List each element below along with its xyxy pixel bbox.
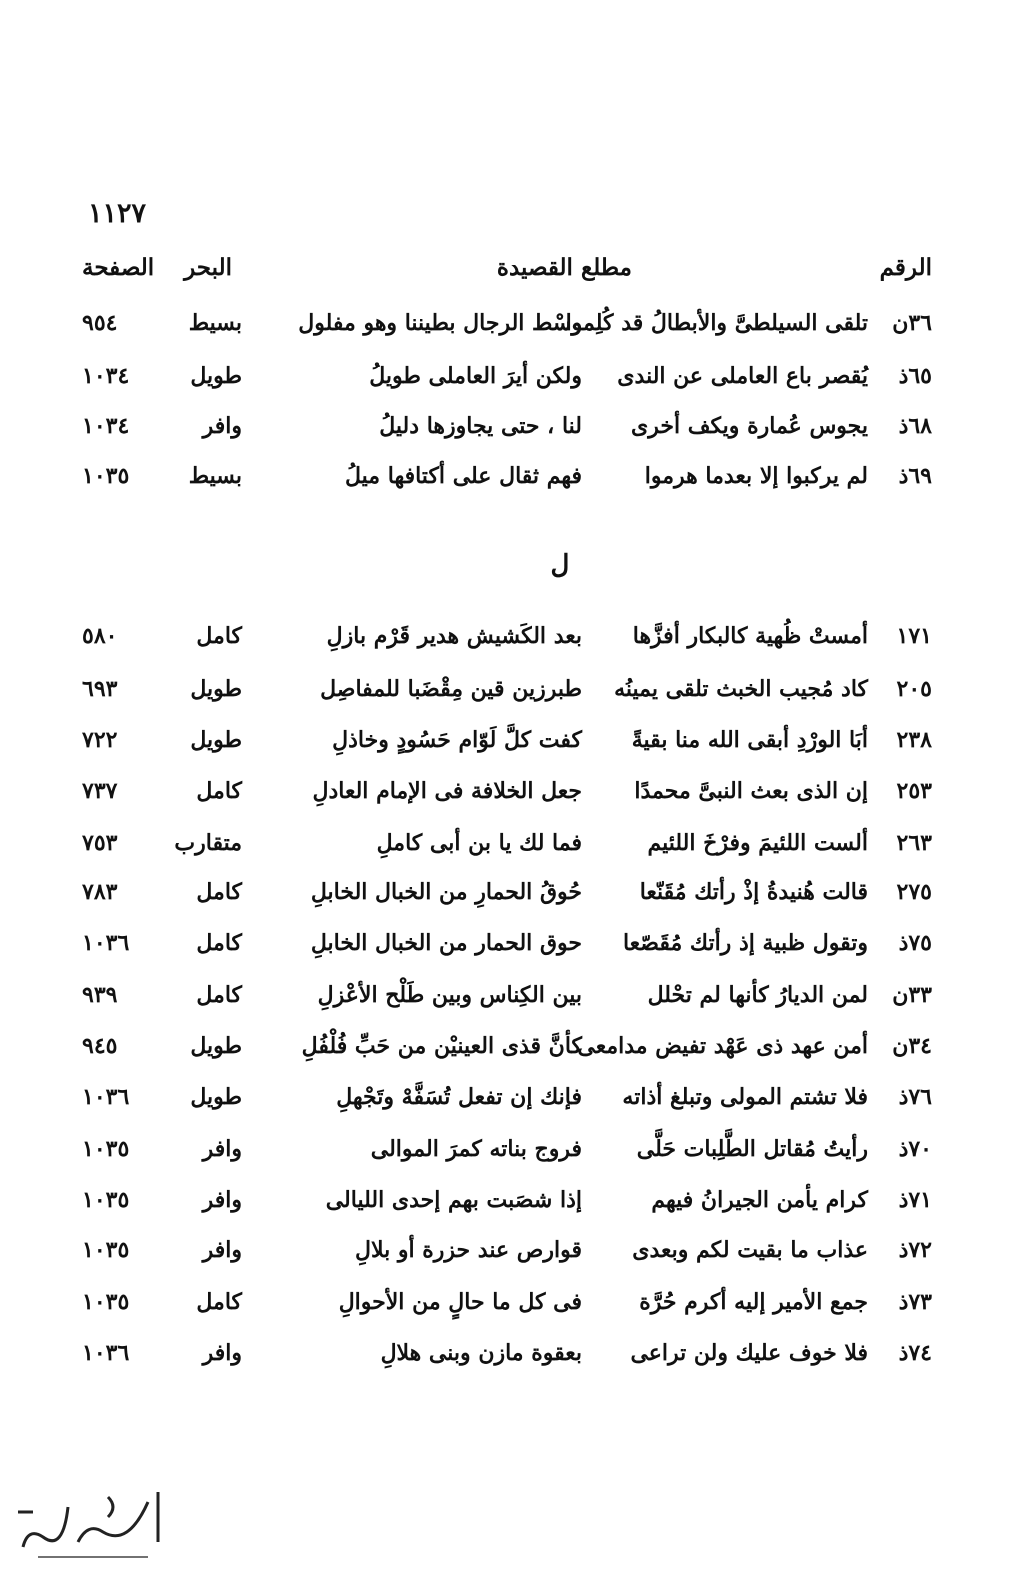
- entry-number: ٢٠٥: [896, 676, 932, 702]
- first-hemistich: أمستْ ظُهية كالبكار أفزَّها: [632, 623, 868, 649]
- table-row: [82, 1136, 932, 1176]
- meter: بسيط: [188, 463, 242, 489]
- entry-number: ٢٦٣: [896, 830, 932, 856]
- first-hemistich: إن الذى بعث النبىَّ محمدًا: [634, 778, 868, 804]
- second-hemistich: فى كل ما حالٍ من الأحوالِ: [338, 1289, 582, 1315]
- first-hemistich: قالت هُنيدةُ إذْ رأتك مُقَنّعا: [639, 879, 868, 905]
- table-row: [82, 1084, 932, 1124]
- meter: كامل: [196, 879, 242, 905]
- meter: متقارب: [174, 830, 242, 856]
- second-hemistich: كفت كلَّ لَوّام حَسُودٍ وخاذلِ: [332, 727, 582, 753]
- table-row: [82, 623, 932, 663]
- first-hemistich: جمع الأمير إليه أكرم حُرَّة: [639, 1289, 868, 1315]
- second-hemistich: فروج بناته كمرَ الموالى: [370, 1136, 582, 1162]
- second-hemistich: إذا شصَبت بهم إحدى الليالى: [325, 1187, 582, 1213]
- entry-number: ٧١ذ: [898, 1187, 932, 1213]
- meter: وافر: [202, 1340, 242, 1366]
- page-ref: ١٠٣٥: [82, 463, 130, 489]
- first-hemistich: أمن عهد ذى عَهْد تفيض مدامعى: [577, 1033, 868, 1059]
- page-ref: ١٠٣٥: [82, 1237, 130, 1263]
- page-ref: ٧٥٣: [82, 830, 118, 856]
- page-ref: ١٠٣٤: [82, 413, 130, 439]
- second-hemistich: قوارص عند حزرة أو بلالِ: [354, 1237, 582, 1263]
- page-ref: ٩٤٥: [82, 1033, 118, 1059]
- meter: طويل: [190, 727, 242, 753]
- section-letter: ل: [550, 550, 570, 580]
- entry-number: ٢٥٣: [896, 778, 932, 804]
- page-ref: ١٠٣٦: [82, 930, 130, 956]
- entry-number: ٧٢ذ: [898, 1237, 932, 1263]
- second-hemistich: بعد الكَشيش هدير قَرْم بازلِ: [326, 623, 582, 649]
- table-row: [82, 1237, 932, 1277]
- meter: وافر: [202, 1237, 242, 1263]
- page-ref: ١٠٣٦: [82, 1340, 130, 1366]
- entry-number: ٦٥ذ: [898, 363, 932, 389]
- page-ref: ١٠٣٤: [82, 363, 130, 389]
- first-hemistich: لمن الديارُ كأنها لم تحْلل: [647, 982, 868, 1008]
- first-hemistich: فلا تشتم المولى وتبلغ أذاته: [622, 1084, 868, 1110]
- first-hemistich: فلا خوف عليك ولن تراعى: [630, 1340, 868, 1366]
- header-page: الصفحة: [82, 254, 155, 281]
- table-row: [82, 1340, 932, 1380]
- entry-number: ٦٨ذ: [898, 413, 932, 439]
- entry-number: ١٧١: [896, 623, 932, 649]
- table-row: [82, 1289, 932, 1329]
- entry-number: ٢٧٥: [896, 879, 932, 905]
- first-hemistich: تلقى السيلطىَّ والأبطالُ قد كُلِموا: [565, 310, 868, 336]
- page-ref: ٩٥٤: [82, 310, 118, 336]
- page-ref: ٧٣٧: [82, 778, 118, 804]
- meter: كامل: [196, 1289, 242, 1315]
- second-hemistich: جعل الخلافة فى الإمام العادلِ: [312, 778, 582, 804]
- table-row: [82, 363, 932, 403]
- second-hemistich: وسْط الرجال بطيننا وهو مفلول: [298, 310, 582, 336]
- entry-number: ٧٦ذ: [898, 1084, 932, 1110]
- page-ref: ٧٨٣: [82, 879, 118, 905]
- header-number: الرقم: [879, 254, 932, 281]
- meter: كامل: [196, 623, 242, 649]
- first-hemistich: يجوس عُمارة ويكف أخرى: [631, 413, 868, 439]
- table-row: [82, 1187, 932, 1227]
- table-row: [82, 1033, 932, 1073]
- page-ref: ٥٨٠: [82, 623, 118, 649]
- second-hemistich: فهم ثقال على أكتافها ميلُ: [345, 463, 582, 489]
- second-hemistich: حوق الحمار من الخبال الخابلِ: [310, 930, 582, 956]
- table-row: [82, 982, 932, 1022]
- meter: وافر: [202, 1136, 242, 1162]
- table-row: [82, 778, 932, 818]
- table-row: [82, 930, 932, 970]
- first-hemistich: كاد مُجيب الخبث تلقى يمينُه: [614, 676, 868, 702]
- table-row: [82, 413, 932, 453]
- table-row: [82, 310, 932, 350]
- second-hemistich: بين الكِناس وبين طَلْح الأعْزلِ: [317, 982, 582, 1008]
- first-hemistich: لم يركبوا إلا بعدما هرموا: [644, 463, 868, 489]
- entry-number: ٧٠ذ: [898, 1136, 932, 1162]
- first-hemistich: كرام يأمن الجيرانُ فيهم: [651, 1187, 868, 1213]
- table-row: [82, 463, 932, 503]
- calligraphy-stamp-graphic: [8, 1472, 168, 1572]
- meter: طويل: [190, 363, 242, 389]
- meter: كامل: [196, 778, 242, 804]
- entry-number: ٧٥ذ: [898, 930, 932, 956]
- library-stamp-logo: [8, 1472, 168, 1572]
- meter: كامل: [196, 930, 242, 956]
- meter: وافر: [202, 413, 242, 439]
- entry-number: ٣٣ن: [892, 982, 932, 1008]
- page-ref: ٧٢٢: [82, 727, 118, 753]
- second-hemistich: فما لك يا بن أبى كاملِ: [376, 830, 582, 856]
- page-ref: ٦٩٣: [82, 676, 118, 702]
- table-row: [82, 879, 932, 919]
- second-hemistich: لنا ، حتى يجاوزها دليلُ: [379, 413, 582, 439]
- header-poem-opening: مطلع القصيدة: [496, 254, 632, 281]
- second-hemistich: ولكن أيرَ العاملى طويلُ: [369, 363, 582, 389]
- page-ref: ٩٣٩: [82, 982, 118, 1008]
- meter: طويل: [190, 1084, 242, 1110]
- table-row: [82, 830, 932, 870]
- table-row: [82, 676, 932, 716]
- first-hemistich: عذاب ما بقيت لكم وبعدى: [632, 1237, 868, 1263]
- meter: كامل: [196, 982, 242, 1008]
- second-hemistich: كأنَّ قذى العينيْن من حَبِّ فُلْفُلِ: [301, 1033, 582, 1059]
- second-hemistich: حُوقُ الحمارِ من الخبال الخابلِ: [310, 879, 582, 905]
- first-hemistich: أبَا الورْدِ أبقى الله منا بقيةً: [631, 727, 868, 753]
- entry-number: ٣٤ن: [892, 1033, 932, 1059]
- meter: طويل: [190, 1033, 242, 1059]
- first-hemistich: يُقصر باع العاملى عن الندى: [617, 363, 868, 389]
- entry-number: ٧٣ذ: [898, 1289, 932, 1315]
- page-ref: ١٠٣٥: [82, 1187, 130, 1213]
- entry-number: ٣٦ن: [892, 310, 932, 336]
- second-hemistich: بعقوة مازن وبنى هلالِ: [380, 1340, 582, 1366]
- second-hemistich: فإنك إن تفعل تُسَفَّهْ وتَجْهلِ: [336, 1084, 582, 1110]
- first-hemistich: رأيتُ مُقاتل الطَّلِبات حَلَّى: [636, 1136, 868, 1162]
- entry-number: ٢٣٨: [896, 727, 932, 753]
- page-ref: ١٠٣٥: [82, 1289, 130, 1315]
- header-meter: البحر: [184, 254, 232, 281]
- table-row: [82, 727, 932, 767]
- meter: وافر: [202, 1187, 242, 1213]
- page-ref: ١٠٣٦: [82, 1084, 130, 1110]
- meter: بسيط: [188, 310, 242, 336]
- first-hemistich: ألست اللئيمَ وفرْخَ اللئيم: [647, 830, 868, 856]
- entry-number: ٦٩ذ: [898, 463, 932, 489]
- page-ref: ١٠٣٥: [82, 1136, 130, 1162]
- table-header: [82, 254, 932, 294]
- entry-number: ٧٤ذ: [898, 1340, 932, 1366]
- meter: طويل: [190, 676, 242, 702]
- page-number: ١١٢٧: [88, 198, 147, 229]
- first-hemistich: وتقول ظبية إذ رأتك مُقَصّعا: [622, 930, 868, 956]
- second-hemistich: طبرزين قين مِقْضَبا للمفاصِل: [320, 676, 582, 702]
